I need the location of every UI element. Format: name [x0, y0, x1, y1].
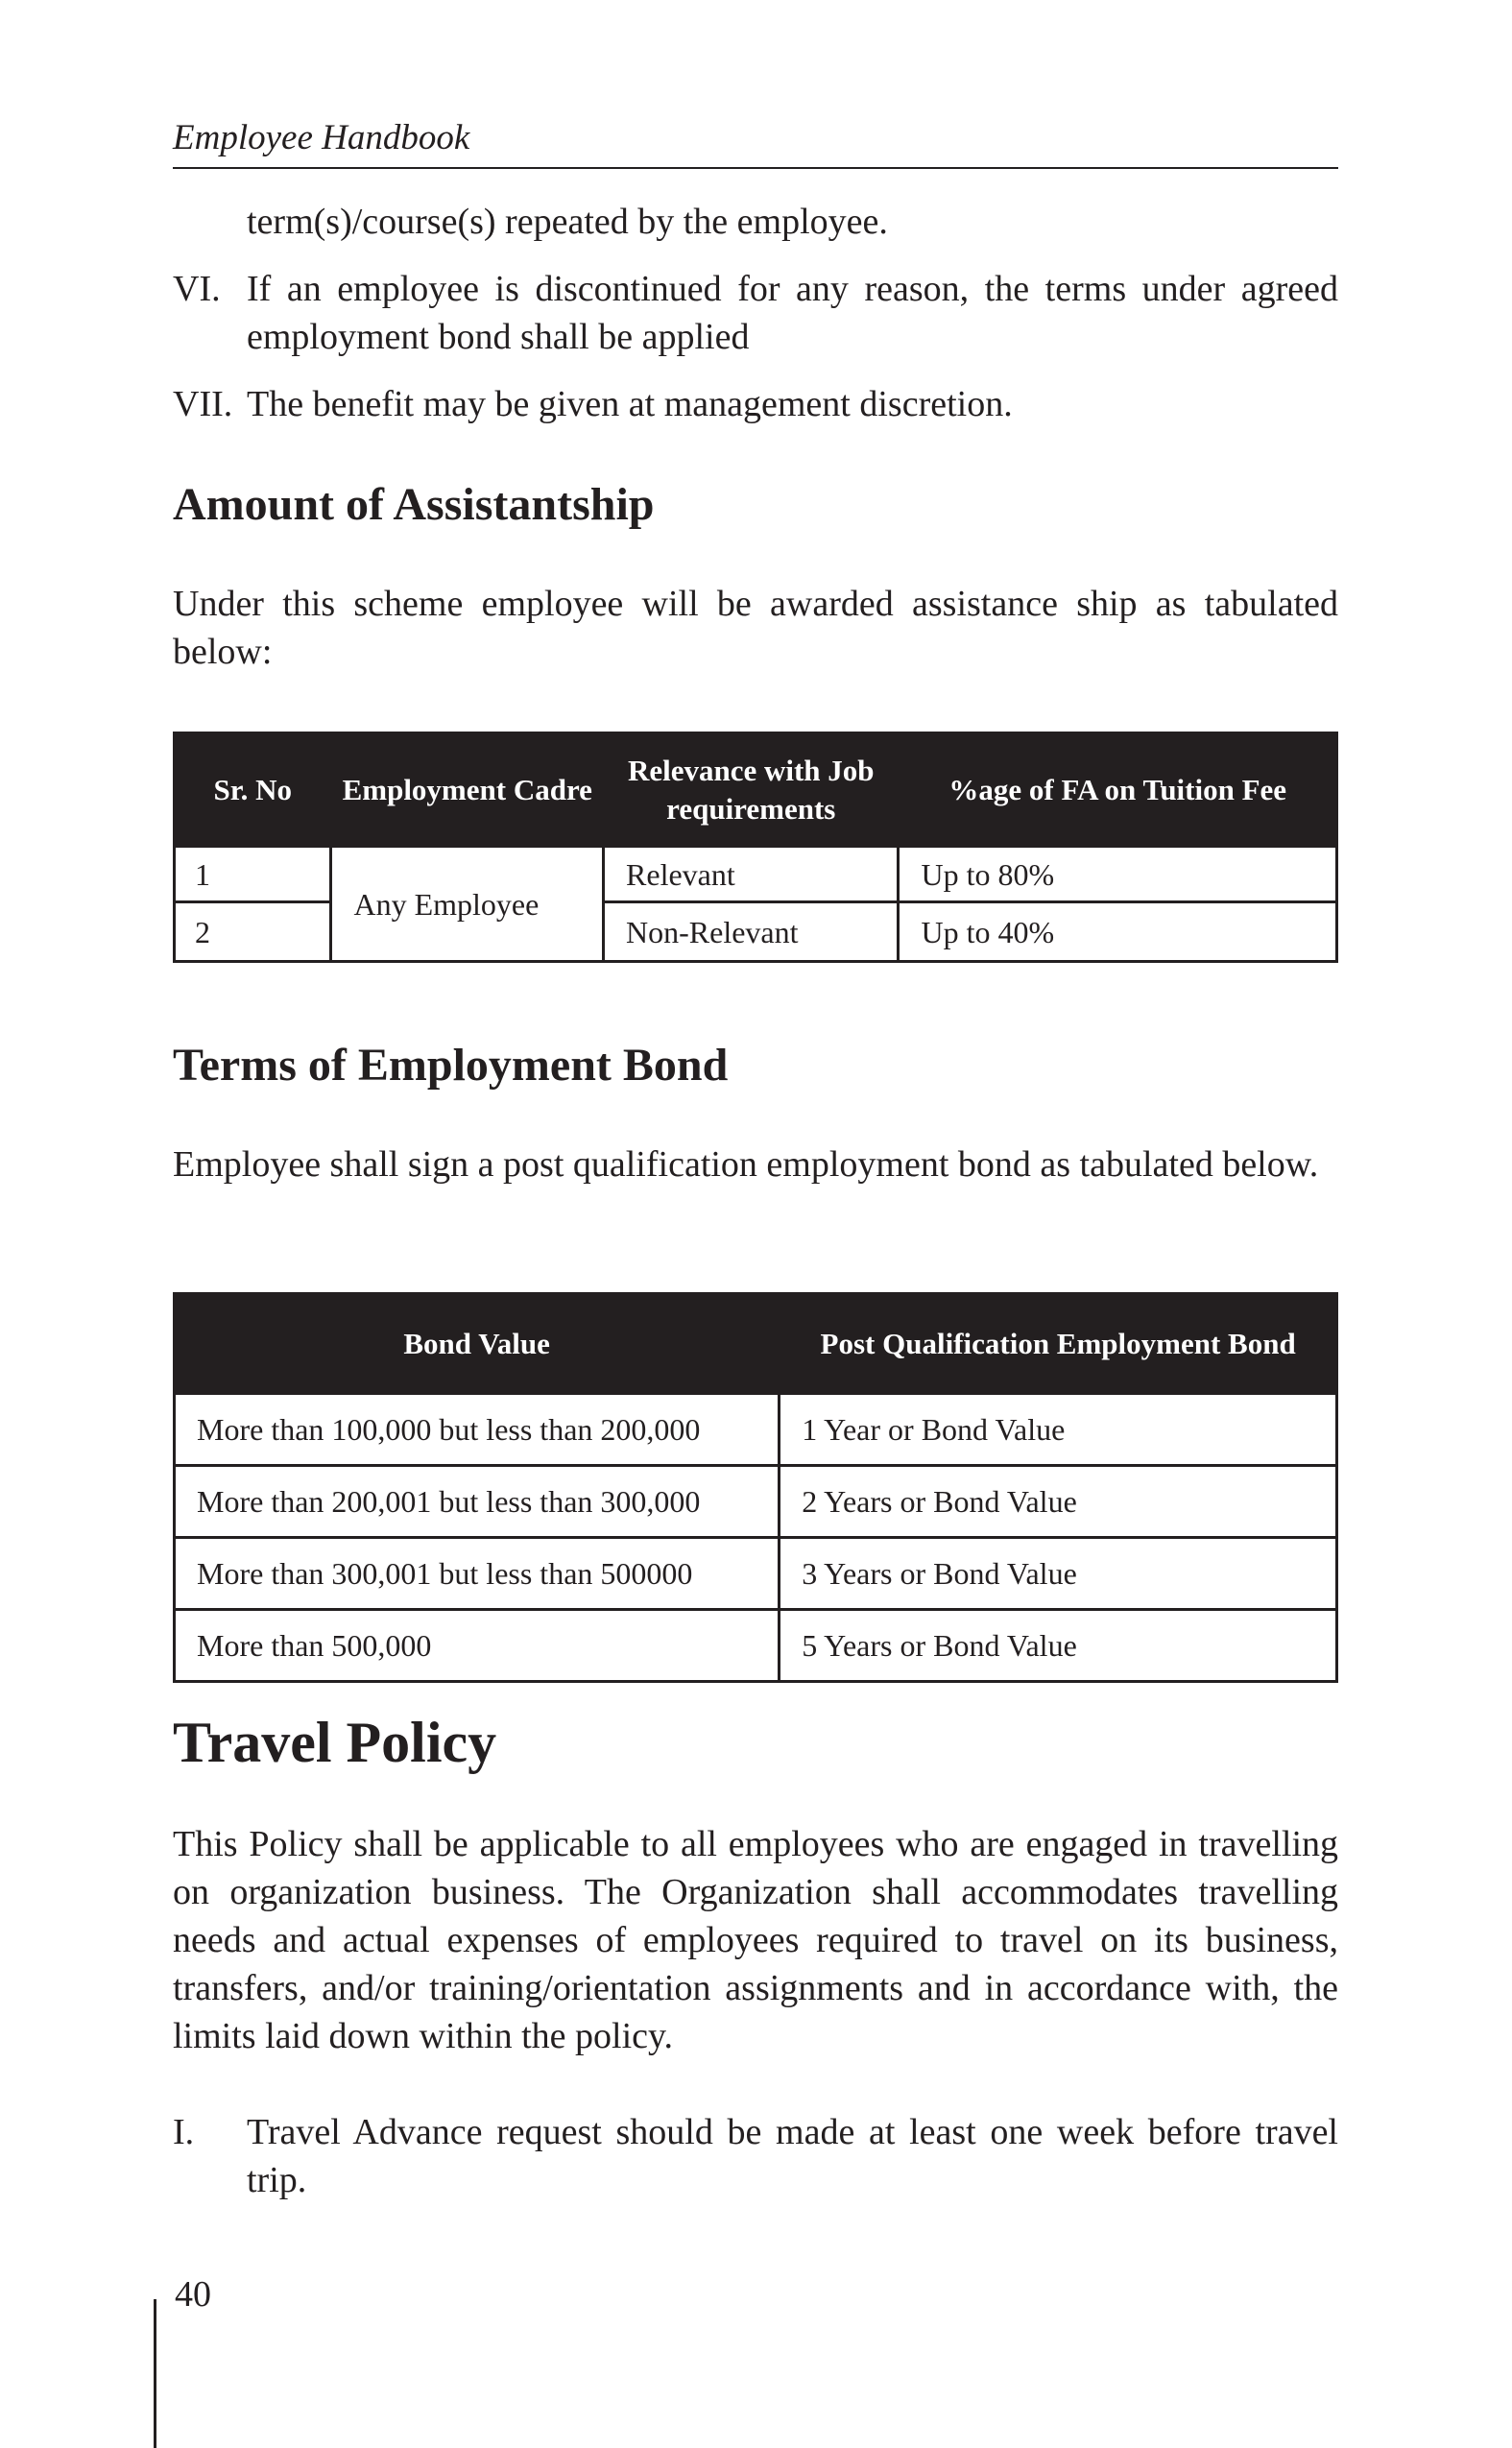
table-header-row	[175, 1294, 1337, 1394]
travel-paragraph: This Policy shall be applicable to all employees who are engaged in travelling on organization business. The Organization shall accommodates travelling needs and actual expenses of employees required to travel on its business, transfers, and/or training/orientation assignments and in accordance with, the limits laid down within the policy.	[173, 1824, 1338, 2056]
table-cell: 2 Years or Bond Value	[780, 1466, 1337, 1538]
table-row	[175, 1466, 1337, 1538]
list-item	[173, 265, 1338, 361]
list-item-number: I.	[173, 2112, 195, 2152]
list-item-number: VII.	[173, 384, 233, 424]
table-header-cell: %age of FA on Tuition Fee	[899, 733, 1337, 847]
footer-rule	[154, 2299, 156, 2448]
assistantship-table	[173, 732, 1338, 963]
table-header-cell: Sr. No	[175, 733, 331, 847]
list-item	[173, 2108, 1338, 2204]
table-cell: Any Employee	[331, 847, 604, 962]
table-row	[175, 1394, 1337, 1466]
table-cell: 1	[175, 847, 331, 902]
list-item-text: Travel Advance request should be made at least one week before travel trip.	[247, 2112, 1338, 2200]
table-header-cell: Post Qualification Employment Bond	[780, 1294, 1337, 1394]
table-row	[175, 847, 1337, 902]
table-cell: Relevant	[604, 847, 899, 902]
table-cell: More than 300,001 but less than 500000	[175, 1538, 780, 1610]
list-item	[173, 380, 1338, 428]
table-cell: 2	[175, 902, 331, 962]
table-cell: Up to 40%	[899, 902, 1337, 962]
table-cell: Up to 80%	[899, 847, 1337, 902]
table-header-cell: Employment Cadre	[331, 733, 604, 847]
list-item-text: If an employee is discontinued for any reason, the terms under agreed employment bond shall be applied	[247, 269, 1338, 357]
table-header-cell: Relevance with Job requirements	[604, 733, 899, 847]
list-continuation: term(s)/course(s) repeated by the employee.	[247, 202, 888, 242]
table-cell: 3 Years or Bond Value	[780, 1538, 1337, 1610]
table-row	[175, 1538, 1337, 1610]
table-header-cell: Bond Value	[175, 1294, 780, 1394]
bond-intro: Employee shall sign a post qualification employment bond as tabulated below.	[173, 1144, 1319, 1185]
table-cell: Non-Relevant	[604, 902, 899, 962]
running-head: Employee Handbook	[173, 117, 1338, 169]
list-item-text: The benefit may be given at management discretion.	[247, 384, 1013, 424]
table-cell: 5 Years or Bond Value	[780, 1610, 1337, 1682]
assistantship-intro: Under this scheme employee will be awarded assistance ship as tabulated below:	[173, 584, 1338, 672]
table-cell: More than 500,000	[175, 1610, 780, 1682]
table-cell: More than 200,001 but less than 300,000	[175, 1466, 780, 1538]
section-heading-bond: Terms of Employment Bond	[173, 1040, 729, 1091]
list-item-number: VI.	[173, 269, 221, 309]
page-number: 40	[175, 2274, 211, 2315]
table-row	[175, 1610, 1337, 1682]
section-heading-travel: Travel Policy	[173, 1711, 497, 1774]
table-cell: More than 100,000 but less than 200,000	[175, 1394, 780, 1466]
section-heading-assistantship: Amount of Assistantship	[173, 479, 655, 530]
bond-table	[173, 1292, 1338, 1683]
table-header-row	[175, 733, 1337, 847]
table-cell: 1 Year or Bond Value	[780, 1394, 1337, 1466]
